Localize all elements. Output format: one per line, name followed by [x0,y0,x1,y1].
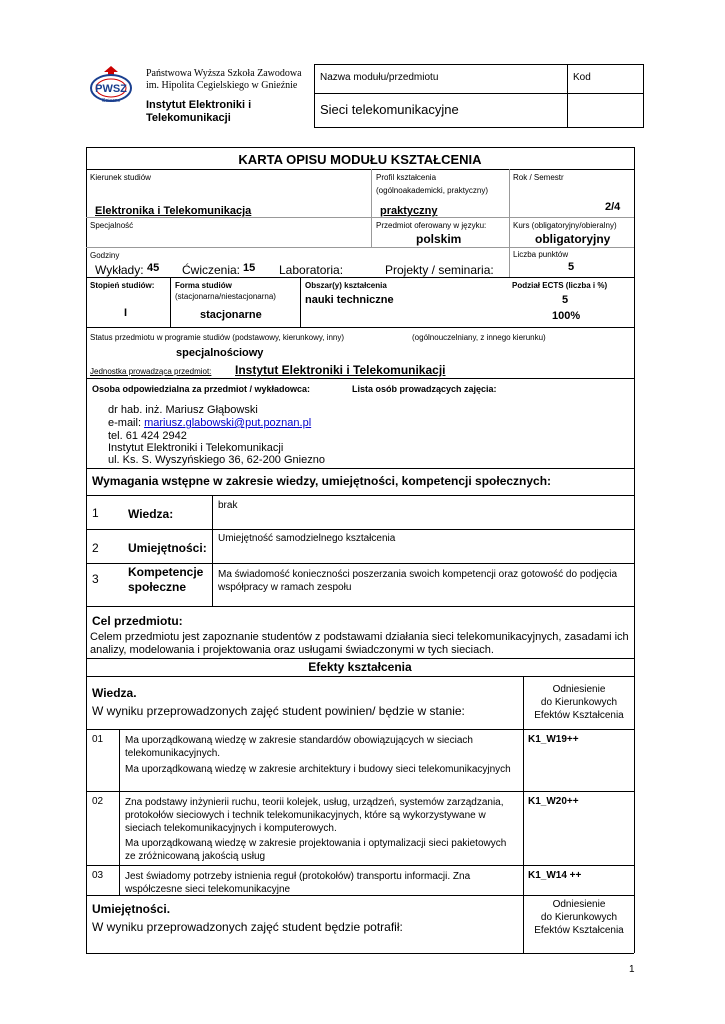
lectures-label: Wykłady: [95,263,144,277]
responsible-label: Osoba odpowiedzialna za przedmiot / wykładowca: [92,384,311,394]
exercises: 15 [243,262,256,274]
institute-line2: Telekomunikacji [146,112,231,124]
teachers-label: Lista osób prowadzących zajęcia: [352,384,497,394]
knowledge-intro: W wyniku przeprowadzonych zajęć student powinien/ będzie w stanie: [92,704,465,718]
module-name-label: Nazwa modułu/przedmiotu [320,72,439,83]
course: obligatoryjny [535,232,611,246]
hours-label: Godziny [90,251,120,260]
req-label-3a: Kompetencje [128,565,204,579]
year-semester: 2/4 [605,201,621,213]
outcome-num-02: 02 [92,796,104,807]
skills-intro: W wyniku przeprowadzonych zajęć student będzie potrafił: [92,920,403,934]
language-label: Przedmiot oferowany w języku: [376,221,487,230]
points: 5 [568,261,575,273]
logo-text: PWSZ [95,83,127,95]
ects-number: 5 [562,294,569,306]
email-prefix: e-mail: [108,417,145,429]
outcome-num-01: 01 [92,734,104,745]
institution-line1: Państwowa Wyższa Szkoła Zawodowa [146,68,302,79]
level: I [124,307,128,319]
req-num-2: 2 [92,541,99,555]
goal-text: Celem przedmiotu jest zapoznanie studentów z podstawami działania sieci telekomunikacyjnych, zasadami ich analizy, modelowania i projektowania oraz usługami świadczonymi w tych sieciach. [90,631,629,656]
skills-ref-line-2: do Kierunkowych [540,912,618,923]
level-label: Stopień studiów: [90,281,155,290]
outcome-text-02a: Zna podstawy inżynierii ruchu, teorii kolejek, usług, urządzeń, systemów zarządzania, protokołów sieciowych i technik telekomunikacyjnych, które są wykorzystywane w sieciach telekomunikacyjnych i komputerowych. [125,797,504,834]
outcome-text-01a: Ma uporządkowaną wiedzę w zakresie standardów obowiązujących w sieciach telekomunikacyjnych. [125,735,473,759]
form-sub-label: (stacjonarna/niestacjonarna) [175,292,276,301]
goal-title: Cel przedmiotu: [92,614,183,628]
outcome-code-02: K1_W20++ [528,796,579,807]
module-name: Sieci telekomunikacyjne [320,102,459,117]
requirements-title: Wymagania wstępne w zakresie wiedzy, umiejętności, kompetencji społecznych: [92,474,552,488]
logo-sub: Gniezno [101,98,121,104]
skills-ref-line-1: Odniesienie [552,899,606,910]
language: polskim [416,232,462,246]
labs-label: Laboratoria: [279,263,344,277]
form-label: Forma studiów [175,281,232,290]
unit-label: Jednostka prowadząca przedmiot: [90,367,212,376]
status-label-2: (ogólnouczelniany, z innego kierunku) [412,333,546,342]
institute-line1: Instytut Elektroniki i [146,99,252,111]
outcome-text-02b: Ma uporządkowaną wiedzę w zakresie projektowania i optymalizacji sieci pakietowych ze zróżnicowaną jakością usług [125,838,507,862]
unit: Instytut Elektroniki i Telekomunikacji [235,363,446,377]
ref-line-2: do Kierunkowych [540,697,618,708]
ects-percent: 100% [552,310,581,322]
code-label: Kod [573,72,591,83]
req-text-1: brak [218,500,238,511]
form: stacjonarne [200,309,262,321]
profile-label: Profil kształcenia [376,173,437,182]
ects-label: Podział ECTS (liczba i %) [512,281,608,290]
req-label-1: Wiedza: [128,507,174,521]
req-num-1: 1 [92,506,99,520]
specialty-label: Specjalność [90,221,134,230]
req-num-3: 3 [92,572,99,586]
status-label: Status przedmiotu w programie studiów (podstawowy, kierunkowy, inny) [90,333,345,342]
institution-line2: im. Hipolita Cegielskiego w Gnieźnie [146,80,298,91]
outcome-text-01b: Ma uporządkowaną wiedzę w zakresie architektury i budowy sieci telekomunikacyjnych [125,764,511,775]
area: nauki techniczne [305,294,394,306]
card-title: KARTA OPISU MODUŁU KSZTAŁCENIA [238,152,482,167]
outcomes-title: Efekty kształcenia [308,660,412,674]
points-label: Liczba punktów [513,250,569,259]
req-text-2: Umiejętność samodzielnego kształcenia [218,533,396,544]
exercises-label: Ćwiczenia: [182,263,241,277]
course-label: Kurs (obligatoryjny/obieralny) [513,221,617,230]
knowledge-title: Wiedza. [92,686,137,700]
field-of-study: Elektronika i Telekomunikacja [95,205,252,217]
req-label-3b: społeczne [128,580,187,594]
email-line [108,417,311,429]
status: specjalnościowy [176,347,264,359]
logo [88,64,134,104]
skills-ref-line-3: Efektów Kształcenia [534,925,624,936]
req-text-3: Ma świadomość konieczności poszerzania swoich kompetencji oraz gotowość do podjęcia współpracy w ramach zespołu [218,569,618,593]
outcome-num-03: 03 [92,870,104,881]
profile-label-sub: (ogólnoakademicki, praktyczny) [376,186,489,195]
year-semester-label: Rok / Semestr [513,173,564,182]
field-of-study-label: Kierunek studiów [90,173,151,182]
page-number: 1 [629,964,635,975]
email-link[interactable]: mariusz.glabowski@put.poznan.pl [144,417,312,429]
person-name: dr hab. inż. Mariusz Głąbowski [108,404,258,416]
req-label-2: Umiejętności: [128,541,207,555]
area-label: Obszar(y) kształcenia [305,281,387,290]
ref-line-3: Efektów Kształcenia [534,710,624,721]
outcome-code-01: K1_W19++ [528,734,579,745]
outcome-text-03: Jest świadomy potrzeby istnienia reguł (protokołów) transportu informacji. Zna współczesne sieci telekomunikacyjne [125,871,471,895]
lectures: 45 [147,262,160,274]
address: ul. Ks. S. Wyszyńskiego 36, 62-200 Gniezno [108,454,325,466]
ref-line-1: Odniesienie [552,684,606,695]
profile: praktyczny [380,205,438,217]
projects-label: Projekty / seminaria: [385,263,494,277]
person-institute: Instytut Elektroniki i Telekomunikacji [108,442,284,454]
outcome-code-03: K1_W14 ++ [528,870,582,881]
phone: tel. 61 424 2942 [108,430,187,442]
skills-title: Umiejętności. [92,902,171,916]
